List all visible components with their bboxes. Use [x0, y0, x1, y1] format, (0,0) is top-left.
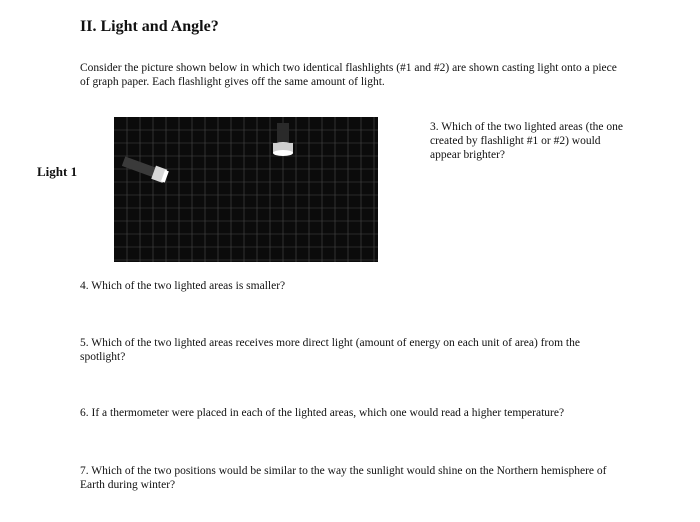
- question-7: 7. Which of the two positions would be similar to the way the sunlight would shine on the Northern hemisphere of Earth during winter?: [80, 465, 607, 491]
- graph-paper-background: [114, 117, 378, 262]
- question-4: 4. Which of the two lighted areas is smaller?: [80, 280, 286, 292]
- question-6: 6. If a thermometer were placed in each of the lighted areas, which one would read a higher temperature?: [80, 407, 565, 419]
- intro-paragraph: Consider the picture shown below in which two identical flashlights (#1 and #2) are shown casting light onto a piece of graph paper. Each flashlight gives off the same amount of light.: [80, 62, 617, 88]
- page-heading: II. Light and Angle?: [80, 18, 219, 35]
- question-5: 5. Which of the two lighted areas receives more direct light (amount of energy on each unit of area) from the spotlight?: [80, 337, 580, 363]
- question-3: 3. Which of the two lighted areas (the one created by flashlight #1 or #2) would appear brighter?: [430, 121, 623, 161]
- light-1-label: Light 1: [37, 164, 78, 179]
- flashlight-photo: [114, 117, 378, 262]
- graph-paper-illustration: [114, 117, 378, 262]
